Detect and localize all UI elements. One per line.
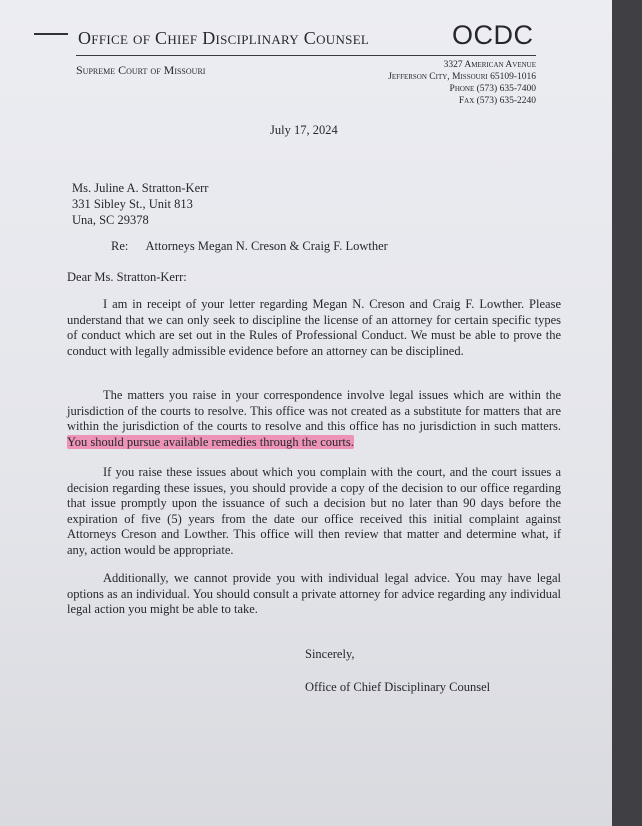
recipient-name: Ms. Juline A. Stratton-Kerr <box>72 181 209 195</box>
address-city: Jefferson City, Missouri 65109-1016 <box>388 72 536 82</box>
letterhead-rule <box>76 55 536 56</box>
paragraph-2-text: The matters you raise in your correspondence involve legal issues which are within the jurisdiction of the courts to resolve. This office was not created as a substitute for matters that are within the jurisdiction of the courts to resolve and this office has no jurisdiction in such matters. <box>67 388 561 433</box>
signature-block: Office of Chief Disciplinary Counsel <box>305 680 491 694</box>
address-street: 3327 American Avenue <box>443 60 536 70</box>
recipient-city: Una, SC 29378 <box>72 213 149 227</box>
closing: Sincerely, <box>305 647 355 661</box>
margin-mark <box>34 33 68 35</box>
paragraph-3: If you raise these issues about which you complain with the court, and the court issues a decision regarding these issues, you should provide a copy of the decision to our office regarding that issue promptly upon the issuance of such a decision but no later than 90 days before the expiration of five (5) years from the date our office received this initial complaint against Attorneys Creson and Lowther. This office will then review that matter and determine what, if any, action would be appropriate. <box>67 465 561 557</box>
paragraph-2 <box>67 388 561 450</box>
paragraph-1: I am in receipt of your letter regarding Megan N. Creson and Craig F. Lowther. Please understand that we can only seek to discipline the license of an attorney for certain specific types of conduct which are set out in the Rules of Professional Conduct. We must be able to prove the conduct with legally admissible evidence before an attorney can be disciplined. <box>67 297 561 358</box>
subject-label: Re: <box>111 239 129 253</box>
subject-text: Attorneys Megan N. Creson & Craig F. Lowther <box>145 239 388 253</box>
salutation: Dear Ms. Stratton-Kerr: <box>67 270 187 284</box>
office-address <box>388 59 536 107</box>
ocdc-logo: OCDC <box>452 20 534 50</box>
highlighted-sentence: You should pursue available remedies through the courts. <box>67 434 354 449</box>
recipient-street: 331 Sibley St., Unit 813 <box>72 197 193 211</box>
office-title: Office of Chief Disciplinary Counsel <box>78 28 370 48</box>
paragraph-4: Additionally, we cannot provide you with individual legal advice. You may have legal options as an individual. You should consult a private attorney for advice regarding any individual legal action you might be able to take. <box>67 571 561 616</box>
subject-line <box>111 239 388 254</box>
court-name: Supreme Court of Missouri <box>76 63 206 77</box>
recipient-address <box>72 180 208 228</box>
letter-date: July 17, 2024 <box>270 123 338 137</box>
address-fax: Fax (573) 635-2240 <box>458 96 536 106</box>
address-phone: Phone (573) 635-7400 <box>449 84 536 94</box>
